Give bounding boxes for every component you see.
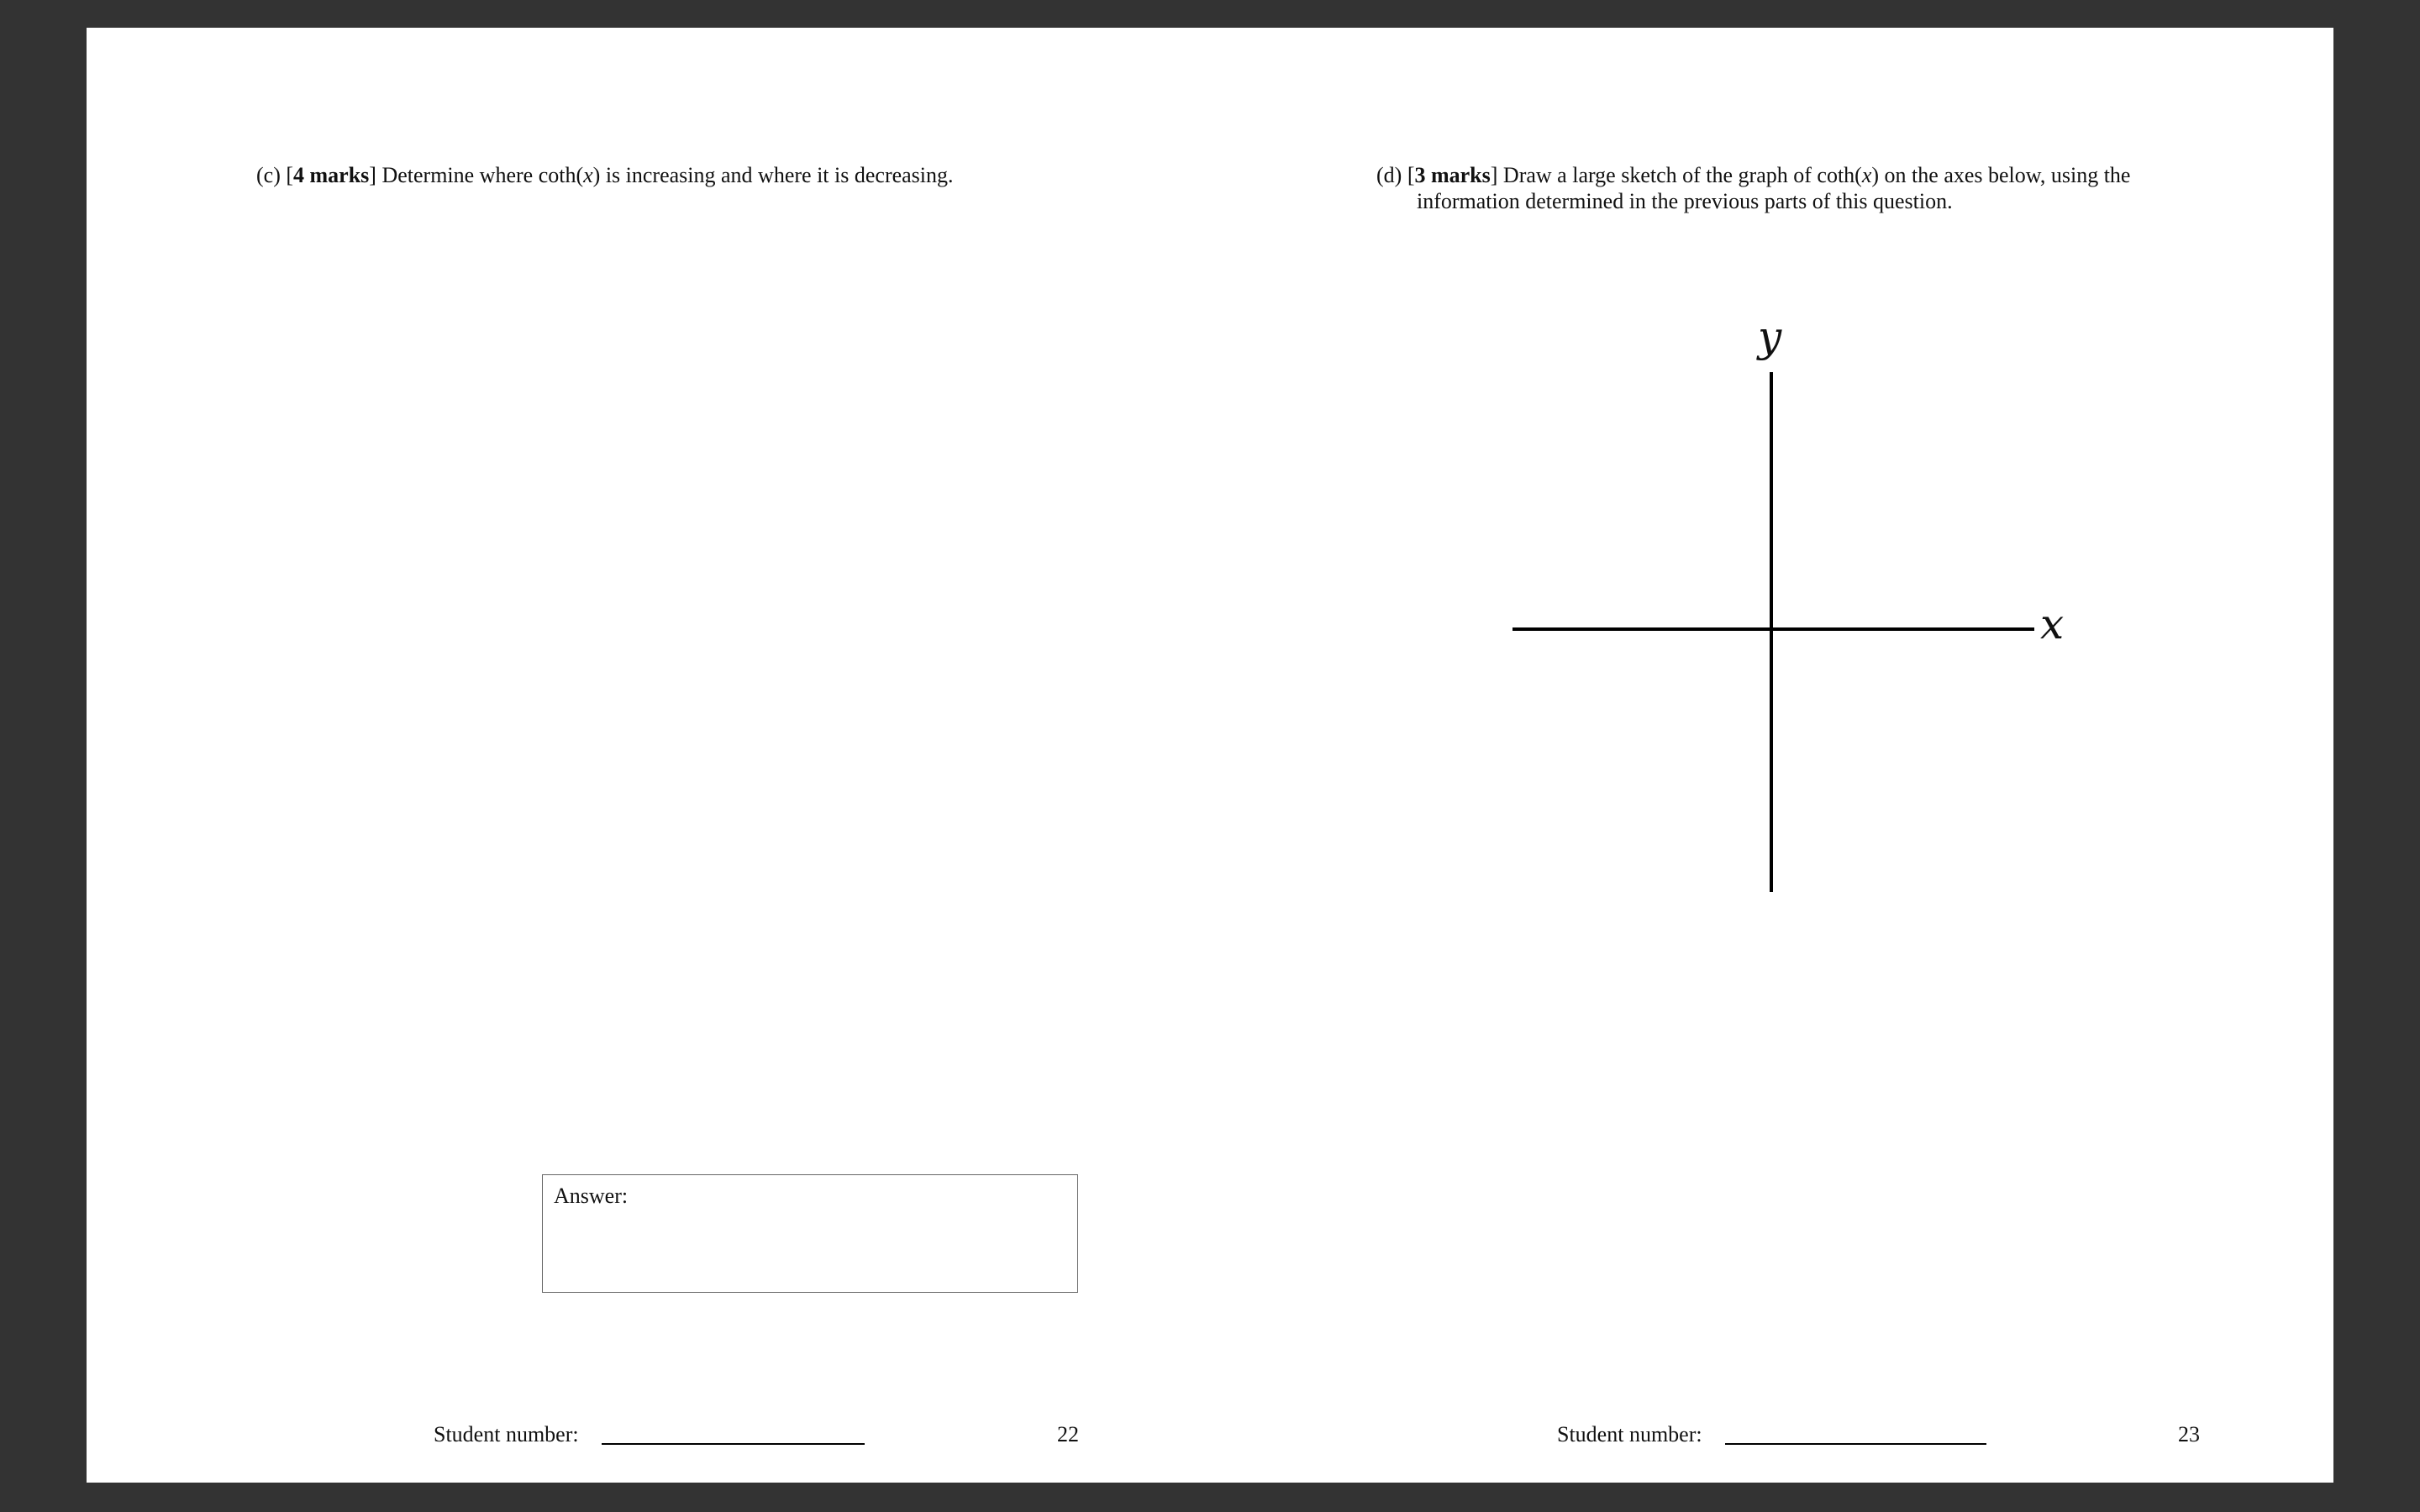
student-number-line-left[interactable] <box>602 1443 865 1445</box>
text: ) is increasing and where it is decreasing. <box>592 163 954 187</box>
student-number-label-right: Student number: <box>1557 1422 1702 1446</box>
x-axis-label: x <box>2040 600 2065 648</box>
question-d <box>1376 162 2130 188</box>
y-axis-label: y <box>1758 312 1782 361</box>
marks: 3 marks <box>1414 163 1491 187</box>
text: ] Determine where coth( <box>369 163 584 187</box>
answer-label: Answer: <box>554 1184 629 1208</box>
x-axis <box>1512 627 2034 631</box>
page-number-left: 22 <box>1057 1422 1079 1446</box>
document-spread <box>87 28 2333 1483</box>
student-number-line-right[interactable] <box>1725 1443 1986 1445</box>
marks: 4 marks <box>293 163 370 187</box>
text: (d) [ <box>1376 163 1415 187</box>
question-d-line2: information determined in the previous parts of this question. <box>1417 189 1953 213</box>
text: ] Draw a large sketch of the graph of coth( <box>1490 163 1862 187</box>
answer-box[interactable] <box>542 1174 1078 1293</box>
y-axis <box>1770 372 1773 892</box>
text: ) on the axes below, using the <box>1871 163 2131 187</box>
student-number-label-left: Student number: <box>434 1422 579 1446</box>
text: (c) [ <box>256 163 294 187</box>
var: x <box>1861 163 1872 187</box>
question-c <box>256 162 954 188</box>
page-number-right: 23 <box>2178 1422 2200 1446</box>
var: x <box>583 163 593 187</box>
